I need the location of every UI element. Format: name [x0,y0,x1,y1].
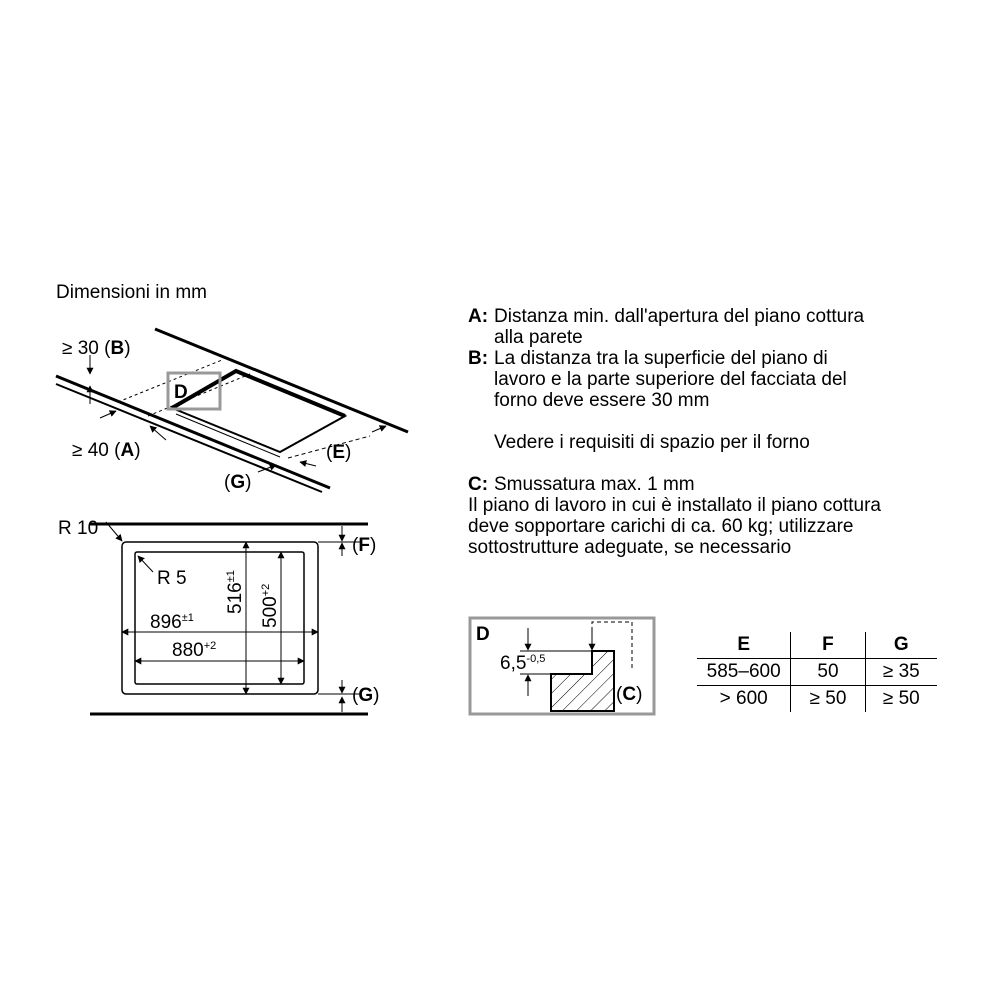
table-cell: > 600 [697,686,791,713]
legend-a-line-2: alla parete [494,327,583,348]
legend-key-a: A: [468,306,489,327]
table-cell: 50 [791,659,865,686]
table-header-f: F [791,632,865,659]
units-label: Dimensioni in mm [56,282,207,303]
legend-key-c: C: [468,474,489,495]
legend-a-line-1: Distanza min. dall'apertura del piano cottura [494,306,865,327]
legend [468,306,968,558]
detail-marker-label: D [174,382,188,403]
detail-depth-label: $6,5^{-0,5}$ [500,653,546,674]
detail-c-label: (C) [616,684,643,705]
legend-key-b: B: [468,348,489,369]
dim-f-label: (F) [352,535,377,556]
legend-entry-a [468,306,968,348]
dim-b-label: ≥ 30 (B) [62,338,131,359]
table-cell: ≥ 50 [865,686,937,713]
table-cell: ≥ 50 [791,686,865,713]
table-cell: 585–600 [697,659,791,686]
legend-c-para-2: deve sopportare carichi di ca. 60 kg; utilizzare [468,516,854,537]
radius-outer-label: R 10 [58,518,99,539]
dim-a-label: ≥ 40 (A) [72,440,141,461]
legend-c-para-3: sottostrutture adeguate, se necessario [468,537,792,558]
legend-c-line-1: Smussatura max. 1 mm [494,474,695,495]
legend-c-para-1: Il piano di lavoro in cui è installato il piano cottura [468,495,881,516]
width-outer-label: $896^{\pm 1}$ [150,612,194,633]
legend-b-note: Vedere i requisiti di spazio per il forno [494,432,810,453]
table-header-row [697,632,937,659]
table-row [697,659,937,686]
radius-inner-label: R 5 [157,568,187,589]
table-header-e: E [697,632,791,659]
dim-g-label-top: (G) [224,472,252,493]
table-row [697,686,937,713]
detail-key-label: D [476,624,490,645]
legend-b-line-2: lavoro e la parte superiore del facciata del [494,369,847,390]
legend-b-line-1: La distanza tra la superficie del piano di [494,348,828,369]
distance-table [697,632,937,712]
legend-b-line-3: forno deve essere 30 mm [494,390,710,411]
table-header-g: G [865,632,937,659]
table-cell: ≥ 35 [865,659,937,686]
legend-entry-c [468,474,968,495]
height-outer-label: $516^{\pm 1}$ [225,570,246,614]
height-inner-label: $500^{+2}$ [260,583,281,628]
dim-g-label-bottom: (G) [352,685,380,706]
width-inner-label: $880^{+2}$ [172,640,217,661]
dim-e-label: (E) [326,442,352,463]
cutout-view [90,522,368,714]
legend-entry-b [468,348,968,411]
